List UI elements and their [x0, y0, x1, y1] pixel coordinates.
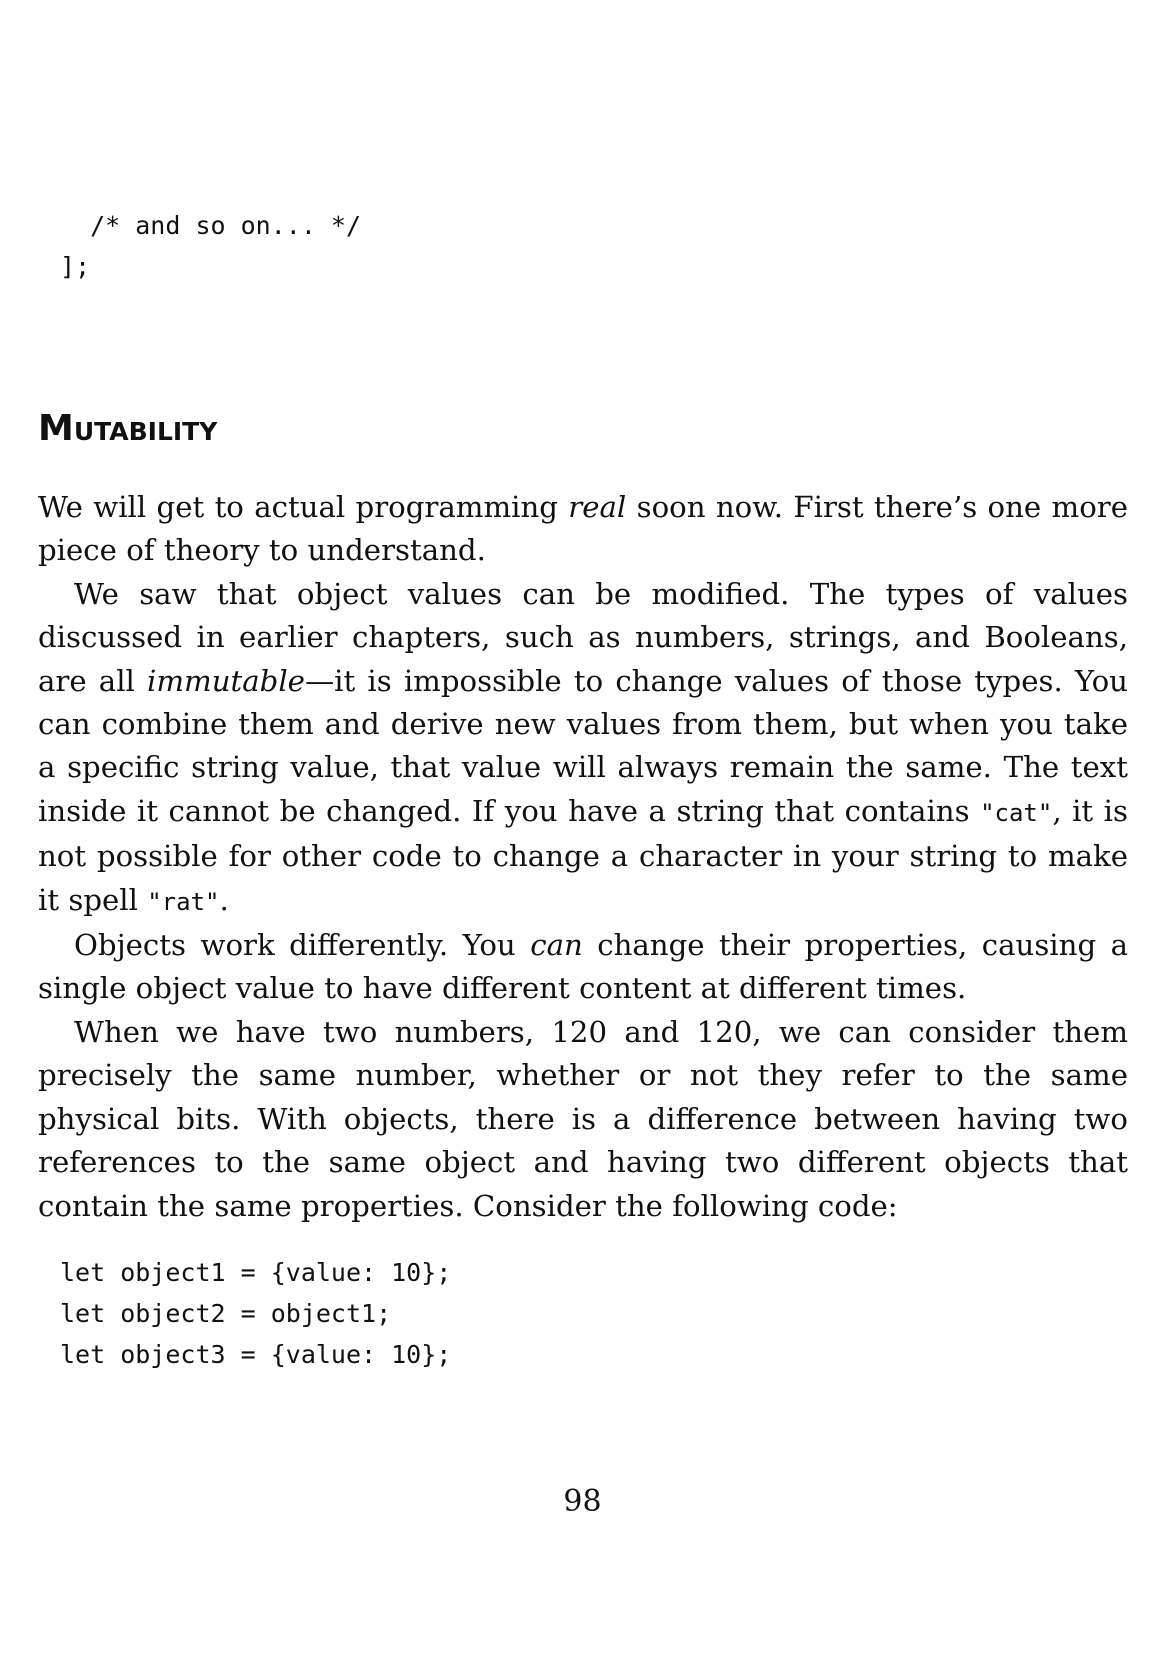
- code-line: let object1 = {value: 10};: [60, 1258, 452, 1287]
- page-number: 98: [563, 1484, 602, 1519]
- body-text: [38, 486, 1128, 1228]
- paragraph-2: [38, 573, 1128, 924]
- paragraph-text: We will get to actual programming: [38, 490, 569, 524]
- paragraph-4: When we have two numbers, 120 and 120, we can consider them precisely the same number, whether or not they refer to the same physical bits. With objects, there is a difference between having two references to the same object and having two different objects that contain the same properties. Consider the following code:: [38, 1014, 1128, 1223]
- paragraph-1: [38, 486, 1128, 573]
- inline-code: "cat": [980, 798, 1053, 827]
- emphasis-text: can: [530, 928, 583, 963]
- code-line: /* and so on... */: [60, 211, 362, 240]
- code-block-bottom: [60, 1252, 451, 1375]
- inline-code: "rat": [147, 887, 220, 916]
- code-line: let object2 = object1;: [60, 1299, 392, 1328]
- paragraph-text: We saw that object values can be modified. The types of values discussed in earlier chapters, such as numbers, strings, and Booleans, are all: [38, 576, 1128, 698]
- code-block-top: [60, 205, 361, 287]
- section-heading: Mutability: [38, 408, 218, 449]
- paragraph-text: —it is impossible to change values of those types. You can combine them and derive new values from them, but when you take a specific string value, that value will always remain the same. The text inside it cannot be changed. If you have a string that contains: [38, 663, 1128, 828]
- paragraph-text: Objects work differently. You: [74, 928, 531, 963]
- emphasis-text: immutable: [147, 663, 305, 698]
- paragraph-text: , it is not possible for other code to change a character in your string to make it spell: [38, 793, 1128, 917]
- code-line: let object3 = {value: 10};: [60, 1340, 452, 1369]
- paragraph-text: change their properties, causing a single object value to have different content at different times.: [38, 928, 1129, 1006]
- code-line: ];: [60, 252, 91, 281]
- paragraph-text: .: [219, 882, 229, 917]
- paragraph-3: [38, 924, 1128, 1011]
- emphasis-text: real: [568, 490, 627, 524]
- paragraph-text: soon now. First there’s one more piece of theory to understand.: [38, 490, 1128, 568]
